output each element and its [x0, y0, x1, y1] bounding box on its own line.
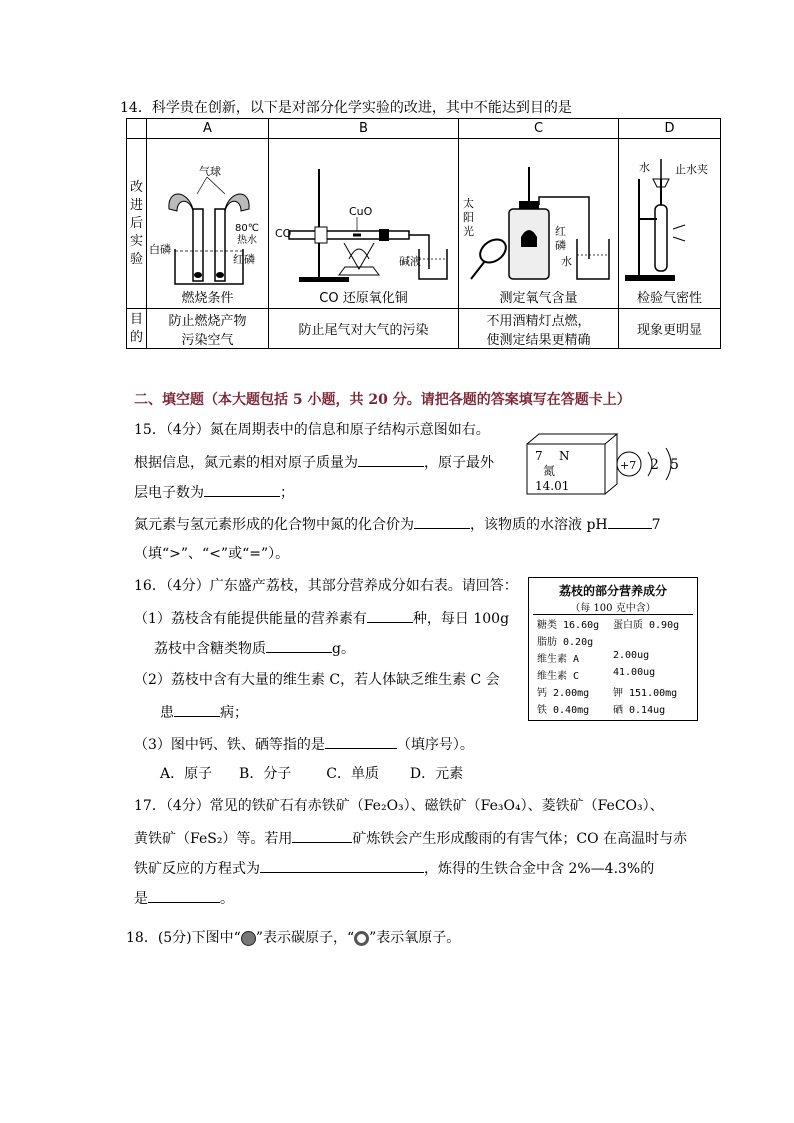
nutrition-row: 脂肪 0.20g [537, 637, 594, 648]
svg-text:14.01: 14.01 [535, 479, 570, 493]
row-purpose-label: 目 的 [127, 309, 147, 349]
airtightness-apparatus-figure [619, 139, 721, 287]
svg-text:N: N [559, 449, 570, 463]
purpose-c: 不用酒精灯点燃， 使测定结果更精确 [459, 309, 619, 349]
col-blank [127, 119, 147, 139]
q17-blank-ore[interactable] [292, 828, 352, 843]
svg-text:+7: +7 [620, 459, 637, 472]
col-c: C [459, 119, 619, 139]
nutrition-row: 41.00ug [613, 667, 656, 678]
q15-line2: 根据信息，氮元素的相对原子质量为 ，原子最外 [134, 452, 494, 473]
caption-d: 检验气密性 [636, 291, 702, 306]
svg-text:红磷: 红磷 [233, 253, 255, 266]
svg-text:80℃: 80℃ [235, 223, 259, 234]
svg-text:止水夹: 止水夹 [675, 163, 708, 176]
svg-text:5: 5 [670, 457, 679, 473]
nutrition-row: 钙 2.00mg [537, 688, 590, 699]
svg-text:太: 太 [463, 197, 474, 210]
option-c[interactable]: C．单质 [326, 766, 379, 782]
carbon-atom-icon [241, 931, 256, 946]
nutrition-title: 荔枝的部分营养成分 [558, 584, 667, 598]
q15-line3: 层电子数为 ； [134, 482, 294, 503]
q17-line1: 17．（4分）常见的铁矿石有赤铁矿（Fe₂O₃）、磁铁矿（Fe₃O₄）、菱铁矿（FeCO₃）、 [134, 798, 664, 814]
svg-text:磷: 磷 [555, 239, 566, 252]
section-2-heading: 二、填空题（本大题包括 5 小题，共 20 分。请把各题的答案填写在答题卡上） [134, 392, 631, 408]
svg-text:白磷: 白磷 [149, 243, 171, 256]
lychee-nutrition-table [528, 577, 698, 721]
q18-line1: 18．(5分)下图中“ ”表示碳原子，“ ”表示氧原子。 [126, 930, 461, 946]
col-d: D [619, 119, 721, 139]
row-improved-label: 改 进 后 实 验 [127, 139, 147, 309]
nutrition-row: 硒 0.14ug [613, 705, 666, 716]
q15-line1: 15．（4分）氮在周期表中的信息和原子结构示意图如右。 [134, 422, 490, 438]
nutrition-row: 维生素 A [537, 654, 580, 665]
nutrition-subtitle: （每 100 克中含） [533, 599, 693, 615]
q16-blank-option[interactable] [325, 734, 397, 749]
q15-blank-ph[interactable] [608, 514, 652, 529]
svg-text:水: 水 [639, 161, 650, 174]
option-a[interactable]: A．原子 [160, 766, 213, 782]
q16-line4: （2）荔枝中含有大量的维生素 C，若人体缺乏维生素 C 会 [134, 672, 500, 688]
svg-text:氮: 氮 [543, 464, 556, 478]
nutrition-row: 蛋白质 0.90g [613, 620, 680, 631]
svg-text:CuO: CuO [349, 205, 373, 218]
svg-text:红: 红 [555, 225, 566, 238]
nutrition-row: 铁 0.40mg [537, 705, 590, 716]
q16-line1: 16．（4分）广东盛产荔枝，其部分营养成分如右表。请回答： [134, 578, 518, 594]
q15-blank-valence[interactable] [414, 514, 470, 529]
svg-text:热水: 热水 [237, 235, 257, 246]
q15-line4: 氮元素与氢元素形成的化合物中氮的化合价为 ，该物质的水溶液 pH 7 [134, 514, 661, 535]
q14-stem: 14．科学贵在创新，以下是对部分化学实验的改进，其中不能达到目的是 [120, 100, 572, 116]
oxygen-atom-icon [354, 931, 369, 946]
q16-blank-disease[interactable] [174, 702, 220, 717]
cell-a [147, 139, 269, 309]
option-b[interactable]: B．分子 [239, 766, 292, 782]
q16-blank-kinds[interactable] [367, 608, 413, 623]
nutrition-row: 维生素 C [537, 671, 580, 682]
svg-text:碱液: 碱液 [399, 255, 421, 268]
cell-c [459, 139, 619, 309]
q17-line2: 黄铁矿（FeS₂）等。若用 矿炼铁会产生形成酸雨的有害气体；CO 在高温时与赤 [134, 828, 687, 849]
q15-blank-mass[interactable] [358, 452, 424, 467]
svg-text:2: 2 [650, 457, 659, 473]
q14-table [126, 118, 721, 349]
caption-c: 测定氧气含量 [499, 291, 578, 306]
q17-blank-equation[interactable] [260, 858, 424, 873]
col-b: B [269, 119, 459, 139]
q16-line5: 患 病； [160, 702, 248, 723]
q17-line4: 是 。 [134, 888, 234, 909]
oxygen-measurement-apparatus-figure [459, 139, 619, 287]
q17-blank-element[interactable] [148, 888, 220, 903]
purpose-b: 防止尾气对大气的污染 [269, 309, 459, 349]
svg-text:气球: 气球 [199, 165, 221, 178]
nitrogen-atom-diagram [614, 444, 694, 488]
svg-text:水: 水 [561, 255, 572, 268]
caption-a: 燃烧条件 [181, 291, 234, 306]
q17-line3: 铁矿反应的方程式为 ，炼得的生铁合金中含 2%—4.3%的 [134, 858, 654, 879]
combustion-apparatus-figure [147, 139, 269, 287]
q16-blank-sugar[interactable] [266, 638, 332, 653]
cell-d [619, 139, 721, 309]
q15-blank-electrons[interactable] [204, 482, 280, 497]
option-d[interactable]: D．元素 [409, 766, 464, 782]
nutrition-row: 糖类 16.60g [537, 620, 600, 631]
q16-line3: 荔枝中含糖类物质 g。 [154, 638, 355, 659]
q16-line2: （1）荔枝含有能提供能量的营养素有 种，每日 100g [134, 608, 509, 629]
q15-line5: （填“>”、“<”或“=”）。 [134, 546, 290, 562]
svg-text:光: 光 [463, 225, 474, 238]
purpose-a: 防止燃烧产物 污染空气 [147, 309, 269, 349]
svg-text:CO: CO [275, 227, 292, 240]
cell-b [269, 139, 459, 309]
nutrition-row: 钾 151.00mg [613, 688, 678, 699]
svg-text:阳: 阳 [463, 211, 474, 224]
purpose-d: 现象更明显 [619, 309, 721, 349]
nutrition-row: 2.00ug [613, 650, 650, 661]
co-reduction-apparatus-figure [269, 139, 459, 287]
svg-text:7: 7 [535, 449, 543, 463]
col-a: A [147, 119, 269, 139]
q16-options [160, 764, 463, 784]
caption-b: CO 还原氧化铜 [319, 291, 408, 306]
q16-line6: （3）图中钙、铁、硒等指的是 （填序号）。 [134, 734, 474, 755]
